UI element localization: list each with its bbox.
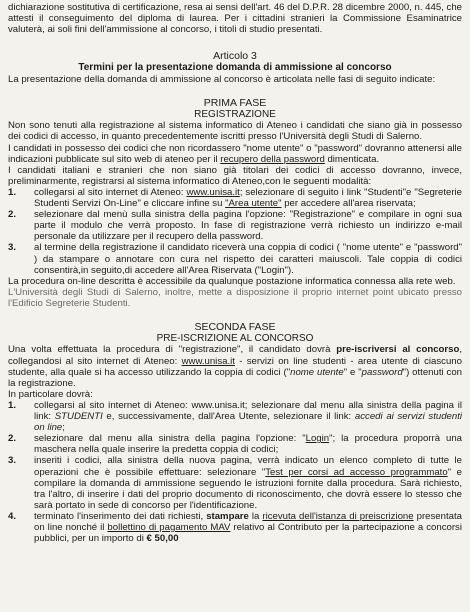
step-text	[34, 511, 462, 544]
phase2-step-2	[8, 433, 462, 455]
phase2-step-1	[8, 400, 462, 433]
phase2-italic-password: password	[361, 366, 403, 378]
phase1-steps	[8, 187, 462, 276]
step-text-a: inseriti i codici, alla sinistra della nuova pagina, verrà indicato un elenco completo di tutte le operazioni che è possibile effettuare: selezionare "	[34, 455, 462, 478]
phase2-bold-preiscrizione: pre-iscriversi al concorso	[336, 344, 460, 356]
step-text-a: collegarsi al sito internet di Ateneo: www.unisa.it; selezionare dal menu alla sinistra della pagina il link:	[34, 399, 462, 423]
step-text	[34, 433, 462, 455]
phase2-text-e: ") ottenuti con la registrazione.	[8, 366, 462, 389]
step-text-c: per accedere all'area riservata;	[281, 198, 416, 210]
area-utente-link[interactable]: "Area utente"	[225, 198, 282, 210]
phase1-step-3	[8, 242, 462, 275]
step-text-a: terminato l'inserimento dei dati richiesti,	[34, 510, 207, 522]
top-paragraph: dichiarazione sostitutiva di certificazione, resa ai sensi dell'art. 46 del D.P.R. 28 dicembre 2000, n. 445, che attesti il conseguimento del diploma di laurea. Per i cittadini stranieri la Commissione Esaminatrice valuterà, ai soli fini dell'ammissione al concorso, i titoli di studio presentati.	[8, 2, 462, 36]
step-number: 1.	[8, 399, 17, 411]
phase1-title: PRIMA FASE	[203, 96, 267, 109]
phase2-step-3	[8, 455, 462, 510]
step-text-b: e, successivamente, dall'Area Utente, selezionare il link:	[102, 411, 355, 423]
step-number: 2.	[8, 209, 17, 221]
phase2-text-c: - servizi on line studenti - area utente di ciascuno studente, alla quale si ha accesso utilizzando la coppia di codici ("	[8, 355, 462, 378]
phase1-step-1	[8, 187, 462, 209]
article-intro: La presentazione della domanda di ammissione al concorso è articolata nelle fasi di seguito indicate:	[8, 73, 436, 85]
step-number: 4.	[8, 510, 17, 522]
step-text-b: ; selezionare di seguito i link "Studenti"e "Segreterie Studenti Servizi On-Line" e cliccare infine su	[34, 186, 462, 210]
password-recovery-link[interactable]: recupero della password	[220, 153, 325, 165]
step-text-a: selezionare dal menu alla sinistra della pagina l'opzione: "	[34, 433, 306, 445]
phase2-title: SECONDA FASE	[194, 320, 276, 333]
step-italic-studenti: STUDENTI	[54, 411, 103, 423]
step-text-b: "; la procedura proporrà una maschera nella quale inserire la predetta coppia di codici;	[34, 433, 462, 456]
phase2-steps	[8, 400, 462, 544]
step-text-d: relativo al Contributo per la partecipazione a concorsi pubblici, per un importo di	[34, 521, 462, 545]
phase2-step-4	[8, 511, 462, 544]
phase1-paragraph-1: Non sono tenuti alla registrazione al sistema informatico di Ateneo i candidati che siano già in possesso dei codici di accesso, in quanto precedentemente iscritti presso l'Università degli Studi di Salerno.	[8, 120, 462, 143]
test-accesso-programmato-link[interactable]: Test per corsi ad accesso programmato	[265, 466, 448, 478]
unisa-link[interactable]: www.unisa.it	[181, 355, 235, 367]
phase2-text-b: , collegandosi al sito internet di Ateneo:	[8, 344, 462, 367]
article-title: Articolo 3	[213, 50, 257, 63]
step-text	[34, 455, 462, 510]
article-subtitle: Termini per la presentazione domanda di ammissione al concorso	[78, 62, 392, 74]
step-text-a: collegarsi al sito internet di Ateneo:	[34, 186, 187, 198]
login-link[interactable]: Login	[305, 433, 330, 445]
step-text-b: la	[248, 510, 263, 522]
phase1-subtitle: REGISTRAZIONE	[194, 108, 276, 120]
phase2-paragraph-1	[8, 344, 462, 388]
phase1-paragraph-3: I candidati italiani e stranieri che non siano già titolari dei codici di accesso dovranno, invece, preliminarmente, registrarsi al sistema informatico di Ateneo,con le seguenti modalità:	[8, 164, 462, 187]
step-text	[34, 187, 462, 209]
step-text-b: " e compilare la domanda di ammissione seguendo le istruzioni fornite dalla procedura. Sarà richiesto, tra l'altro, di inserire i dati del proprio documento di riconoscimento, che dovrà essere lo stesso che sarà portato in sede di concorso per l'identificazione.	[34, 466, 462, 511]
step-bold-stampare: stampare	[206, 510, 249, 522]
phase2-text-d: " e "	[343, 366, 362, 378]
phase2-subtitle: PRE-ISCRIZIONE AL CONCORSO	[156, 332, 314, 344]
phase1-paragraph-5: L'Università degli Studi di Salerno, inoltre, mette a disposizione il proprio internet point ubicato presso l'Edificio Segreterie Studenti.	[8, 286, 462, 309]
step-number: 2.	[8, 433, 17, 445]
unisa-link[interactable]: www.unisa.it	[186, 186, 240, 198]
phase1-paragraph-2-text-b: dimenticata.	[324, 153, 380, 165]
phase2-paragraph-2: In particolare dovrà:	[8, 388, 93, 400]
step-text: selezionare dal menù sulla sinistra della pagina l'opzione: "Registrazione" e compilare in ogni sua parte il modulo che verrà proposto. In fase di registrazione verrà richiesto un indirizzo e-mail personale da utilizzare per il recupero della password.	[34, 209, 462, 243]
phase2-italic-nome-utente: nome utente	[290, 366, 344, 378]
ricevuta-link[interactable]: ricevuta dell'istanza di preiscrizione	[262, 510, 414, 522]
step-text-c: ;	[62, 422, 65, 434]
phase1-paragraph-4: La procedura on-line descritta è accessibile da qualunque postazione informatica connessa alla rete web.	[8, 275, 456, 287]
step-text: al termine della registrazione il candidato riceverà una coppia di codici ( "nome utente" e "password" ) da stampare o annotare con cura nel rispetto dei caratteri maiuscoli. Tale coppia di codici consentirà,in seguito,di accedere all'Area Riservata ("Login").	[34, 242, 462, 276]
phase1-step-2	[8, 209, 462, 242]
step-italic-servizi: accedi ai servizi studenti on line	[34, 411, 462, 434]
phase1-paragraph-2	[8, 143, 462, 165]
step-number: 1.	[8, 186, 17, 198]
step-number: 3.	[8, 242, 17, 254]
bollettino-mav-link[interactable]: bollettino di pagamento MAV	[107, 521, 231, 533]
phase1-paragraph-2-text-a: I candidati in possesso dei codici che non ricordassero "nome utente" o "password" dovranno attenersi alle indicazioni pubblicate sul sito web di ateneo per il	[8, 142, 462, 165]
step-text	[34, 400, 462, 433]
step-bold-amount: € 50,00	[146, 533, 179, 545]
step-number: 3.	[8, 455, 17, 467]
phase2-text-a: Una volta effettuata la procedura di "registrazione", il candidato dovrà	[8, 344, 337, 356]
step-text-c: presentata on line nonché il	[34, 510, 462, 533]
